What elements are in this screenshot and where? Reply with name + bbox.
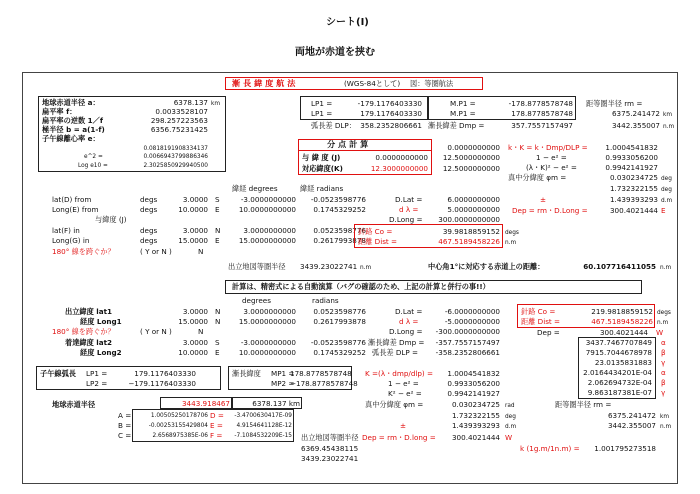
r5-label: Long(G) in [52,236,90,245]
inv-f-label: 扁平率の逆数 1／f [42,116,103,125]
rm-nm: 3442.355007 [611,121,660,130]
calc-c2: 12.5000000000 [442,153,500,162]
lp2-label: LP1 = [311,109,333,118]
in2-dep-value: 300.4021444 [599,328,648,337]
greek-5-sym: γ [661,388,666,397]
mp2-value: 178.8778578748 [511,109,573,118]
head2-deg: degrees [242,296,271,305]
r4-deg: 3.0000000000 [243,226,296,235]
b-label: 極半径 b = a(1-f) [42,125,105,134]
mphi-label: 真中分緯度 φm = [365,400,424,409]
r6-val[interactable]: N [198,247,204,256]
mmp2-label: MP2 = [271,379,295,388]
bdep-label: Dep = rm・D.long = [362,433,436,442]
ml2-value: −179.1176403330 [128,379,196,388]
bdep-dir: W [505,433,513,442]
in2-dist-value: 467.5189458226 [591,317,653,326]
in2-dmp-label: 漸長緯差 Dmp = [368,338,425,347]
mmp1-label: MP1 = [271,369,295,378]
mphi-unit: rad [505,403,515,409]
rm-km-unit: km [663,112,673,118]
in2-co-label: 針路 Co = [521,307,556,316]
brm2: 3442.355007 [607,421,656,430]
mk3-value: 0.9942141927 [447,389,500,398]
in2-dlong-label: D.Long = [389,327,423,336]
k2-label: 1 − e² = [536,153,567,162]
a-label: 地球赤道半径 a： [42,98,100,107]
bpm: ± [400,421,407,430]
center-value: 60.107716411055 [583,262,656,271]
inv-f-value: 298.257223563 [150,116,208,125]
greek-1-sym: β [661,348,666,357]
r4-val[interactable]: 3.0000 [182,226,208,235]
dlong-label: D.Long = [389,215,423,224]
k2-value: 0.9933056200 [605,153,658,162]
dlong-value: 300.0000000000 [438,215,500,224]
mk2-value: 0.9933056200 [447,379,500,388]
greek-3: 2.0164434201E-04 [583,368,652,377]
r6-opt: ( Y or N ) [140,247,172,256]
eq-unit: n.m [360,265,372,271]
greek-0: 3437.7467707849 [585,338,652,347]
datum-note: (WGS-84として) [344,79,401,88]
dep-value: 300.4021444 [609,206,658,215]
greek-0-sym: α [661,338,666,347]
in2-r1-rad: 0.0523598776 [313,307,366,316]
r1-rad: -0.0523598776 [310,195,366,204]
e2-label: e^2 = [84,154,103,160]
a-unit: km [211,101,221,107]
note-text: 計算は、精密式による自動演算（バグの確認のため、上記の計算と併行の事!!） [232,282,490,291]
mk2-label: 1 − e² = [388,379,419,388]
dist-label: 距離 Dist = [358,237,398,246]
r4-label: lat(F) in [52,226,80,235]
log-label: Log e10 = [78,163,108,169]
center-label: 中心角1°に対応する赤道上の距離： [428,262,545,271]
r1-unit: degs [140,195,158,204]
lp1-label: LP1 = [311,99,333,108]
in2-dist-label: 距離 Dist = [521,317,561,326]
e-value: 0.0818191908334137 [143,146,208,152]
r5-val[interactable]: 15.0000 [178,236,208,245]
meridian-title: 子午線弧長 [40,369,76,378]
k3-label: (λ・K)² − e² = [526,163,577,172]
in2-r3-val[interactable]: N [198,327,204,336]
in2-dlat-label: D.Lat = [395,307,423,316]
phi-unit: deg [661,176,672,182]
r2-unit: degs [140,205,158,214]
mphi-value: 0.030234725 [451,400,500,409]
in2-r3-label: 180° 線を跨ぐか？ [52,327,115,336]
r2-rad: 0.1745329252 [313,205,366,214]
eq-value: 3439.23022741 [300,262,358,271]
calc-divider [298,150,432,151]
greek-2: 23.0135831883 [594,358,652,367]
cf-value: -7.1084532209E-15 [234,433,292,439]
dist-unit: n.m [505,240,517,246]
in2-dlam-value: -5.0000000000 [444,317,500,326]
in2-dlam-label: d λ = [399,317,419,326]
corr-lat-label: 対応緯度(K) [302,164,343,173]
r3-label: 与緯度 (J) [95,215,127,224]
r1-dir[interactable]: S [215,195,220,204]
log-value: 2.3025850929940500 [143,163,208,169]
in2-r1-val[interactable]: 3.0000 [182,307,208,316]
dlat-value: 6.0000000000 [447,195,500,204]
mk3-label: K² − e² = [388,389,422,398]
v2-unit: d.m [661,198,673,204]
r2-label: Long(E) from [52,205,99,214]
cb-label: B = [118,421,132,430]
in2-r5-label: 経度 Long2 [80,348,122,357]
greek-3-sym: α [661,368,666,377]
in2-dep-label: Dep = [537,328,560,337]
cb-value: -0.00253155429804 [148,423,208,429]
rm-km: 6375.241472 [611,109,660,118]
v1-value: 1.732322155 [609,184,658,193]
bv1-unit: deg [505,414,516,420]
cc-value: 2.6568975385E-06 [152,433,208,439]
greek-5: 9.863187381E-07 [587,388,652,397]
center-unit: n.m [660,265,672,271]
head-deg: 緯経 degrees [232,184,278,193]
head-rad: 緯経 radians [300,184,344,193]
mmp1-value: 178.8778578748 [290,369,352,378]
r1-val[interactable]: 3.0000 [182,195,208,204]
corr-lat-value: 12.3000000000 [370,164,428,173]
method-title: 漸 長 緯 度 航 法 [232,78,296,88]
calc-c1: 0.0000000000 [447,143,500,152]
sheet-title: シート(Ⅰ) [326,17,369,28]
in2-co-unit: degs [657,310,671,316]
r5-dir[interactable]: E [215,236,220,245]
r5-rad: 0.2617993878 [313,236,366,245]
v2-value: 1.439393293 [609,195,658,204]
beq2: 3439.23022741 [301,454,359,463]
cf-label: F = [210,431,223,440]
dep-dir: E [661,206,666,215]
r2-val[interactable]: 10.0000 [178,205,208,214]
phi-value: 0.030234725 [609,173,658,182]
in2-r1-label: 出立緯度 lat1 [65,307,113,316]
in2-r4-rad: -0.0523598776 [310,338,366,347]
bv2-unit: d.m [505,424,517,430]
ml2-label: LP2 = [86,379,108,388]
in2-dist-unit: n.m [657,320,669,326]
phi-label: 真中分緯度 φm = [508,173,567,182]
in2-dlong-value: -300.0000000000 [435,327,500,336]
co-value: 39.9818859152 [442,227,500,236]
br-red: 3443.918467 [181,399,230,408]
beq1: 6369.45438115 [301,444,359,453]
scale-note: 図：等圏航法 [410,79,454,88]
dist-value: 467.5189458226 [438,237,500,246]
in2-r5-rad: 0.1745329252 [313,348,366,357]
ca-value: 1.00505250178706 [150,413,208,419]
in2-dlat-value: -6.0000000000 [444,307,500,316]
k1-value: 1.0004541832 [605,143,658,152]
in2-r1-deg: 3.0000000000 [243,307,296,316]
dlp-label: 弧長差 DLP： [311,121,356,130]
r4-dir[interactable]: N [215,226,221,235]
in2-r4-deg: -3.0000000000 [240,338,296,347]
r1-deg: -3.0000000000 [240,195,296,204]
mk-label: K =(λ・dmp/dlp) = [365,369,434,378]
rm-label: 距等圏半径 rm = [586,99,643,108]
r1-label: lat(D) from [52,195,92,204]
dlat-label: D.Lat = [395,195,423,204]
in2-dep-dir: W [656,328,664,337]
head2-rad: radians [312,296,339,305]
a-value: 6378.137 [173,98,208,107]
greek-4-sym: β [661,378,666,387]
rm-nm-unit: n.m [663,124,675,130]
in2-r3-opt: ( Y or N ) [140,327,172,336]
lp1-value: -179.1176403330 [357,99,422,108]
lp2-value: 179.1176403330 [360,109,422,118]
co-label: 針路 Co = [358,227,393,236]
br-label: 地球赤道半径 [52,400,96,409]
mk-value: 1.0004541832 [447,369,500,378]
in2-r5-val[interactable]: 10.0000 [178,348,208,357]
r5-deg: 15.0000000000 [238,236,296,245]
bv1: 1.732322155 [451,411,500,420]
bk-label: k (1g.m/1n.m) = [520,444,580,453]
k3-value: 0.9942141927 [605,163,658,172]
given-lat-value[interactable]: 0.0000000000 [375,153,428,162]
dlam-value: 5.0000000000 [447,205,500,214]
r6-label: 180° 線を跨ぐか？ [52,247,115,256]
calc-title: 分 点 計 算 [327,139,369,149]
in2-r2-rad: 0.2617993878 [313,317,366,326]
bk-value: 1.001795273518 [594,444,656,453]
mmp2-value: −178.8778578748 [290,379,358,388]
brm2-unit: n.m [660,424,672,430]
cd-value: -3.4700630417E-09 [234,413,292,419]
e-label: 子午線離心率 e： [42,134,100,143]
calc-c3: 12.5000000000 [442,164,500,173]
in2-r2-val[interactable]: 15.0000 [178,317,208,326]
in2-r4-label: 着達緯度 lat2 [65,338,113,347]
r2-dir[interactable]: E [215,205,220,214]
dmp-value: 357.7557157497 [511,121,573,130]
ce-label: E = [210,421,223,430]
r4-rad: 0.0523598776 [313,226,366,235]
in2-dmp-value: -357.7557157497 [435,338,500,347]
bdep-value: 300.4021444 [451,433,500,442]
page-subtitle: 両地が赤道を挟む [295,47,375,58]
mp1-value: -178.8778578748 [508,99,573,108]
ce-value: 4.9154641128E-12 [236,423,292,429]
in2-r5-dir[interactable]: E [215,348,220,357]
in2-r1-dir[interactable]: N [215,307,221,316]
ml1-label: LP1 = [86,369,108,378]
r5-unit: degs [140,236,158,245]
cd-label: D = [210,411,224,420]
in2-co-value: 219.9818859152 [591,307,653,316]
in2-r2-label: 経度 Long1 [80,317,122,326]
cc-label: C = [118,431,132,440]
f-value: 0.0033528107 [155,107,208,116]
dep-label: Dep = rm・D.Long = [512,206,588,215]
in2-dlp-label: 弧長差 DLP = [372,348,419,357]
dlp-value: 358.2352806661 [360,121,422,130]
mp-title: 漸長緯度 [232,369,261,378]
brm1: 6375.241472 [607,411,656,420]
brm1-unit: km [660,414,670,420]
in2-r4-dir[interactable]: S [215,338,220,347]
greek-4: 2.062694732E-04 [587,378,652,387]
k1-label: k・K = k・Dmp/DLP = [508,143,588,152]
bv2: 1.439393293 [451,421,500,430]
in2-r2-dir[interactable]: N [215,317,221,326]
greek-1: 7915.7044678978 [585,348,652,357]
in2-r5-deg: 10.0000000000 [238,348,296,357]
eq-label: 出立地図等圏半径 [228,262,286,271]
co-unit: degs [505,230,519,236]
mp1-label: M.P1 = [450,99,476,108]
br-km: 6378.137 km [252,399,300,408]
mp2-label: M.P1 = [450,109,476,118]
r2-deg: 10.0000000000 [238,205,296,214]
pm-sign: ± [540,195,547,204]
f-label: 扁平率 f： [42,107,77,116]
r4-unit: degs [140,226,158,235]
given-lat-label: 与 緯 度 (J) [302,153,341,162]
beq-label: 出立地図等圏半径 [301,433,359,442]
ca-label: A = [118,411,132,420]
v1-unit: deg [661,187,672,193]
e2-value: 0.0066943799886346 [143,154,208,160]
in2-r2-deg: 15.0000000000 [238,317,296,326]
b-value: 6356.75231425 [150,125,208,134]
dlam-label: d λ = [399,205,419,214]
in2-dlp-value: -358.2352806661 [435,348,500,357]
greek-2-sym: γ [661,358,666,367]
in2-r4-val[interactable]: 3.0000 [182,338,208,347]
brm-label: 距等圏半径 rm = [555,400,612,409]
dmp-label: 漸長緯差 Dmp = [428,121,485,130]
ml1-value: 179.1176403330 [134,369,196,378]
